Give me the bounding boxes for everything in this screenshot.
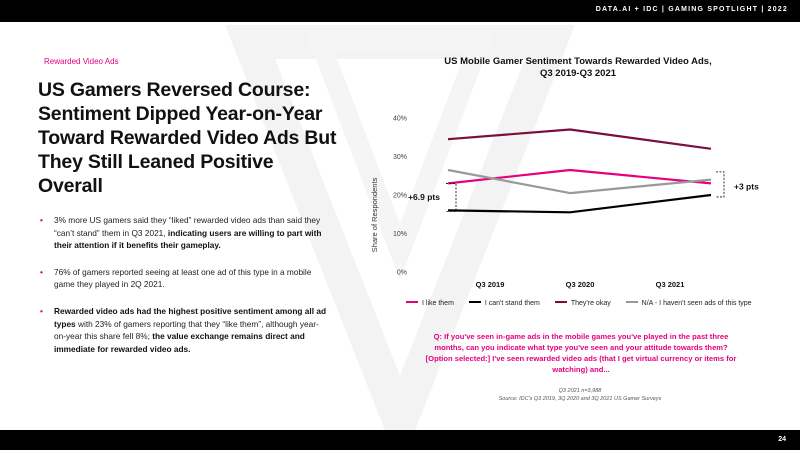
legend-item: I like them xyxy=(406,300,454,307)
bullet-item: • 3% more US gamers said they “liked” rewarded video ads than said they “can’t stand” them in Q3 2021, indicating users are willing to part with their attention if it benefits their gameplay. xyxy=(40,215,322,251)
x-tick-label: Q3 2019 xyxy=(475,280,505,289)
sample-size: Q3 2021 n=3,988 xyxy=(558,388,602,394)
legend-item: They're okay xyxy=(555,300,611,307)
legend-item: N/A - I haven't seen ads of this type xyxy=(626,300,752,307)
bullet-item: • Rewarded video ads had the highest positive sentiment among all ad types with 23% of gamers reporting that they “like them”, although year-on-year this share fell 8%; the value exchange remains direct and immediate for rewarded video ads. xyxy=(40,305,327,354)
annotation-right: +3 pts xyxy=(734,181,759,192)
page-headline: US Gamers Reversed Course: Sentiment Dipped Year-on-Year Toward Rewarded Video Ads But They Still Leaned Positive Overall xyxy=(38,79,337,197)
series-line xyxy=(448,130,711,149)
y-axis-label: Share of Respondents xyxy=(370,177,379,253)
source-line: Source: IDC's Q3 2019, 3Q 2020 and 3Q 2021 US Gamer Surveys xyxy=(498,396,662,402)
y-tick-label: 30% xyxy=(392,154,407,161)
legend-item: I can't stand them xyxy=(469,300,540,307)
section-label: Rewarded Video Ads xyxy=(44,57,119,66)
annotation-left: +6.9 pts xyxy=(408,191,440,202)
y-tick-label: 10% xyxy=(392,231,407,238)
y-tick-label: 40% xyxy=(392,115,407,123)
bracket-left xyxy=(446,183,456,211)
x-tick-label: Q3 2021 xyxy=(655,280,685,289)
x-tick-label: Q3 2020 xyxy=(565,280,595,289)
brand-header: DATA.AI + IDC | GAMING SPOTLIGHT | 2022 xyxy=(595,6,788,13)
bracket-right xyxy=(716,172,724,197)
series-line xyxy=(448,195,711,212)
bottom-bar xyxy=(0,430,800,450)
chart-title: US Mobile Gamer Sentiment Towards Rewarded Video Ads, Q3 2019-Q3 2021 xyxy=(444,56,712,79)
page-number: 24 xyxy=(778,436,786,443)
source-notes xyxy=(420,387,740,403)
y-tick-label: 0% xyxy=(396,269,407,277)
survey-question: Q: If you've seen in-game ads in the mobile games you've played in the past three months, can you indicate what type you've seen and your attitude towards them? [Option selected:] I've seen rewarded video ads (that I get virtual currency or items for watching) and... xyxy=(425,332,737,374)
bullet-item: • 76% of gamers reported seeing at least one ad of this type in a mobile game they played in 2Q 2021. xyxy=(40,266,312,290)
series-line xyxy=(448,170,711,193)
chart-legend xyxy=(406,300,765,307)
y-tick-label: 20% xyxy=(392,192,407,200)
